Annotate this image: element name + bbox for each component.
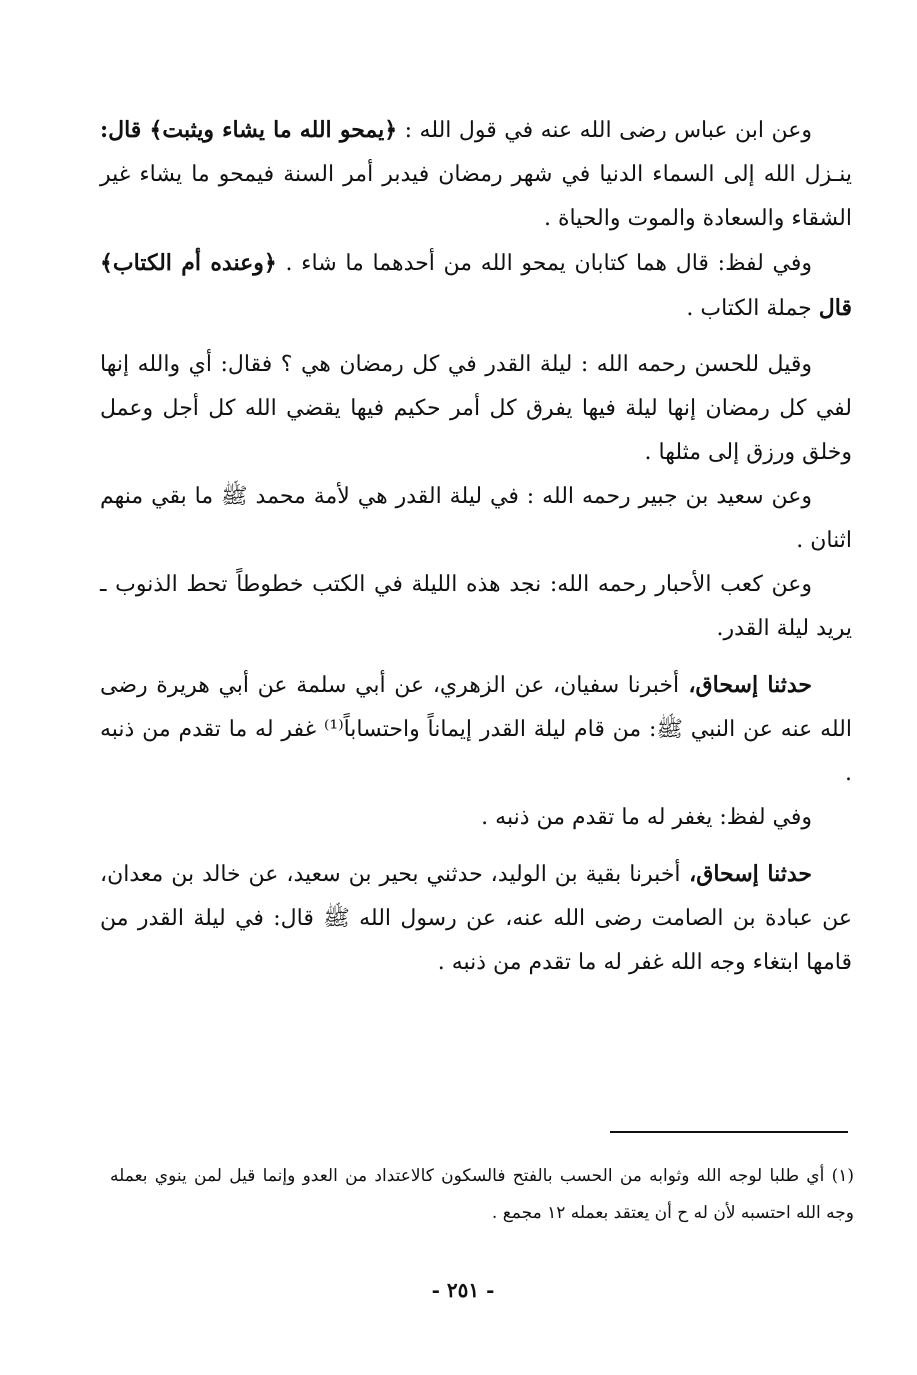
paragraph — [100, 475, 852, 563]
paragraph — [100, 663, 852, 796]
paragraph-gap — [100, 331, 852, 343]
text-run: أخبرنا بقية بن الوليد، حدثني بحير بن سعيد، عن خالد بن معدان، عن عبادة بن الصامت رضى الله عنه، عن رسول الله ﷺ قال: في ليلة القدر من قامها ابتغاء وجه الله غفر له ما تقدم من ذنبه . — [100, 862, 852, 975]
main-text — [100, 108, 852, 985]
paragraph-gap — [100, 651, 852, 663]
footnote-separator — [610, 1131, 848, 1133]
paragraph — [100, 796, 852, 840]
paragraph — [100, 241, 852, 331]
page-number: - ٢٥١ - — [431, 1278, 495, 1302]
text-run: أخبرنا سفيان، عن الزهري، عن أبي سلمة عن أبي هريرة رضى الله عنه عن النبي ﷺ: من قام ليلة القدر إيماناً واحتساباً — [100, 673, 852, 742]
text-run: وعن سعيد بن جبير رحمه الله : في ليلة القدر هي لأمة محمد ﷺ ما بقي منهم اثنان . — [100, 484, 852, 553]
footnote: (١) أي طلبا لوجه الله وثوابه من الحسب بالفتح فالسكون كالاعتداد من العدو وإنما قيل لمن ينوي بعمله وجه الله احتسبه لأن له ح أن يعتقد بعمله ١٢ مجمع . — [110, 1166, 854, 1223]
bold-text: قال — [818, 295, 852, 321]
text-run: وقيل للحسن رحمه الله : ليلة القدر في كل رمضان هي ؟ فقال: أي والله إنها لفي كل رمضان إنها ليلة فيها يفرق كل أمر حكيم فيها يقضي الله كل أجل وعمل وخلق ورزق إلى مثلها . — [100, 352, 852, 465]
text-run: ⁽¹⁾ — [323, 717, 344, 742]
bold-text: حدثنا إسحاق، — [679, 672, 812, 698]
footnotes — [110, 1158, 854, 1232]
paragraph — [100, 108, 852, 241]
paragraph — [100, 343, 852, 475]
text-run: وفي لفظ: يغفر له ما تقدم من ذنبه . — [481, 805, 812, 830]
text-run: ينـزل الله إلى السماء الدنيا في شهر رمضان فيدبر أمر السنة فيمحو ما يشاء غير الشقاء والسعادة والموت والحياة . — [100, 162, 852, 231]
text-run: جملة الكتاب . — [686, 296, 819, 321]
bold-text: قال: — [100, 117, 142, 143]
text-run: وعن ابن عباس رضى الله عنه في قول الله : — [397, 118, 812, 143]
bold-text: حدثنا إسحاق، — [680, 861, 812, 887]
paragraph — [100, 852, 852, 985]
bold-text: ﴿يمحو الله ما يشاء ويثبت﴾ — [141, 117, 398, 143]
bold-text: ﴿وعنده أم الكتاب﴾ — [100, 250, 277, 276]
text-run: غفر له ما تقدم من ذنبه . — [100, 717, 852, 786]
text-run: وعن كعب الأحبار رحمه الله: نجد هذه الليلة في الكتب خطوطاً تحط الذنوب ـ يريد ليلة القدر. — [100, 572, 852, 641]
text-run: وفي لفظ: قال هما كتابان يمحو الله من أحدهما ما شاء . — [276, 251, 812, 276]
paragraph-gap — [100, 840, 852, 852]
paragraph — [100, 563, 852, 651]
